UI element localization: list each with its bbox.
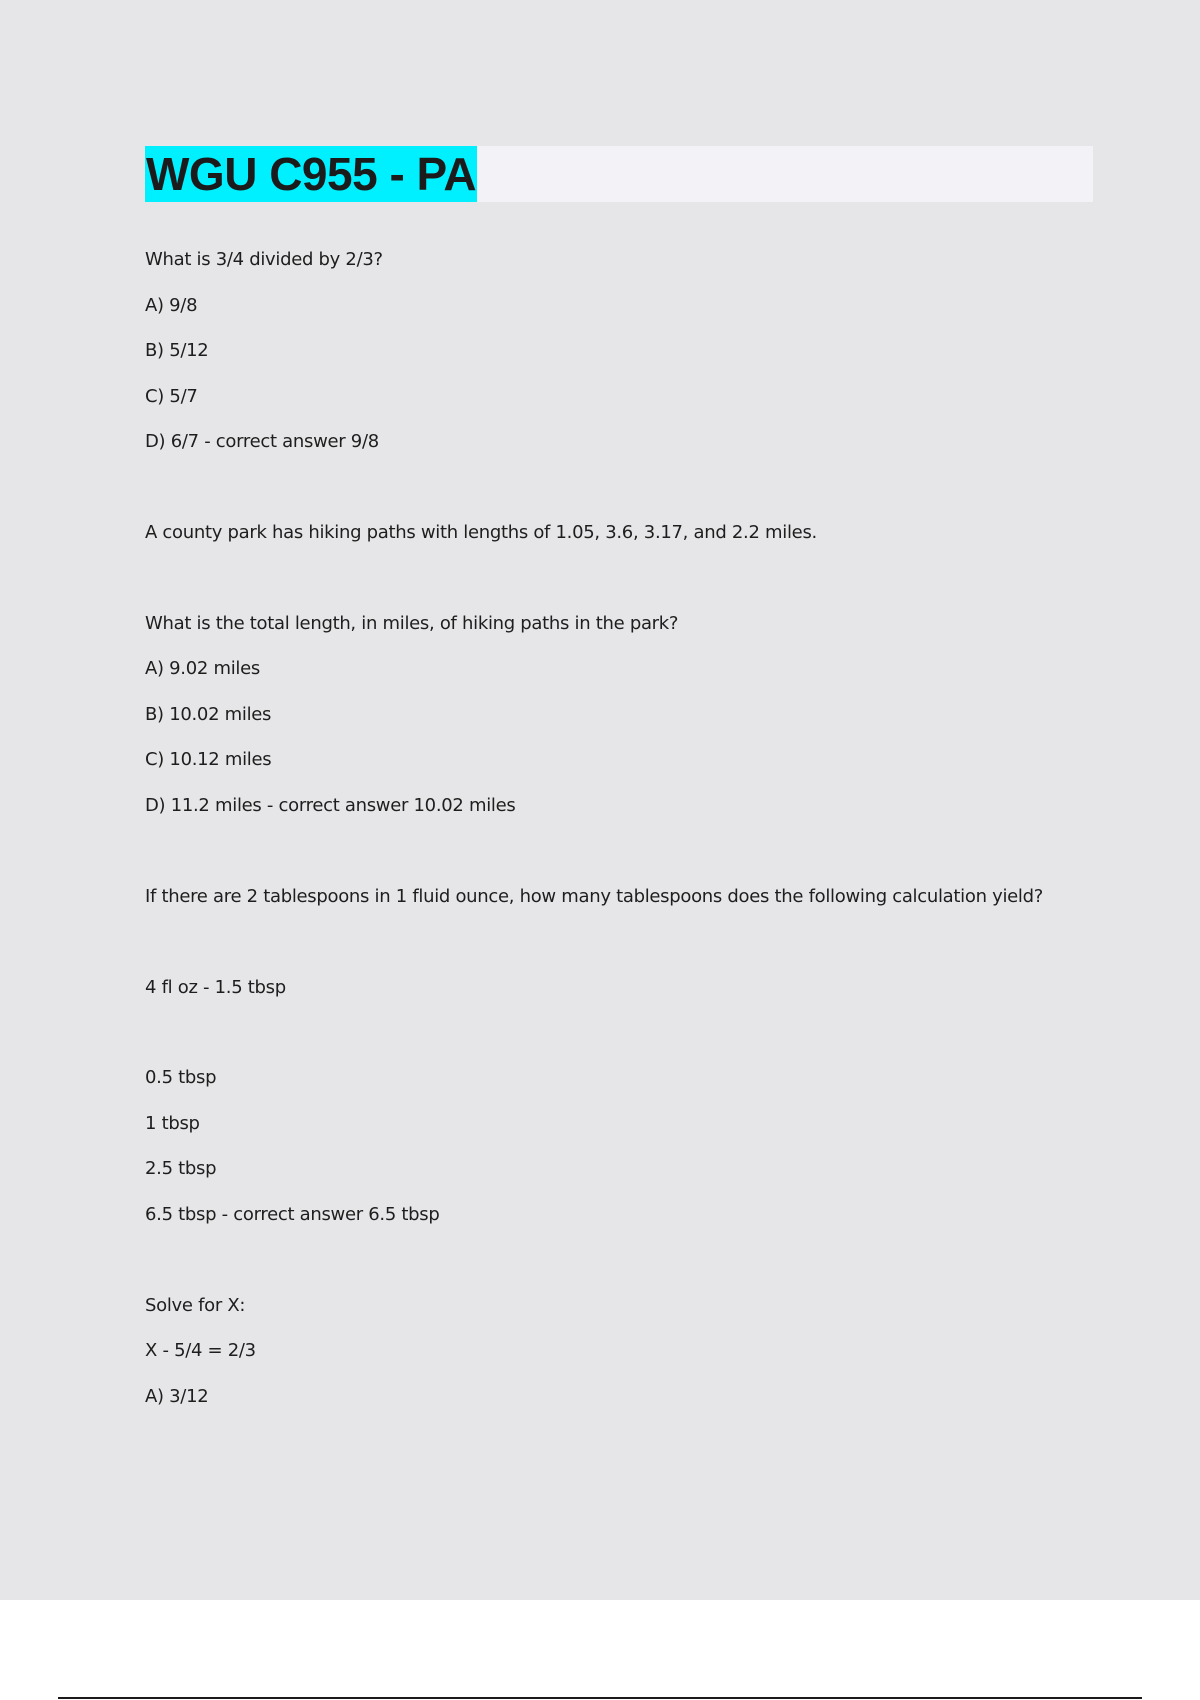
question-3-option-3: 2.5 tbsp — [145, 1158, 217, 1179]
document-title: WGU C955 - PA — [146, 148, 477, 200]
question-4-text: Solve for X: — [145, 1295, 246, 1316]
question-3-calculation: 4 fl oz - 1.5 tbsp — [145, 977, 286, 998]
title-banner — [145, 146, 1093, 202]
question-2-text: What is the total length, in miles, of hiking paths in the park? — [145, 613, 679, 634]
question-3-option-2: 1 tbsp — [145, 1113, 200, 1134]
question-4-equation: X - 5/4 = 2/3 — [145, 1340, 256, 1361]
question-4-option-a: A) 3/12 — [145, 1386, 209, 1407]
question-1-text: What is 3/4 divided by 2/3? — [145, 249, 383, 270]
question-3-text: If there are 2 tablespoons in 1 fluid ounce, how many tablespoons does the following calculation yield? — [145, 886, 1044, 907]
question-2-option-c: C) 10.12 miles — [145, 749, 272, 770]
question-1-option-c: C) 5/7 — [145, 386, 198, 407]
question-1-option-a: A) 9/8 — [145, 295, 198, 316]
question-3-option-1: 0.5 tbsp — [145, 1067, 217, 1088]
question-2-intro: A county park has hiking paths with lengths of 1.05, 3.6, 3.17, and 2.2 miles. — [145, 522, 817, 543]
question-1-option-b: B) 5/12 — [145, 340, 209, 361]
question-2-option-a: A) 9.02 miles — [145, 658, 260, 679]
footer-divider — [58, 1697, 1142, 1699]
question-2-option-b: B) 10.02 miles — [145, 704, 272, 725]
question-1-option-d: D) 6/7 - correct answer 9/8 — [145, 431, 379, 452]
question-3-option-4: 6.5 tbsp - correct answer 6.5 tbsp — [145, 1204, 440, 1225]
question-2-option-d: D) 11.2 miles - correct answer 10.02 miles — [145, 795, 516, 816]
